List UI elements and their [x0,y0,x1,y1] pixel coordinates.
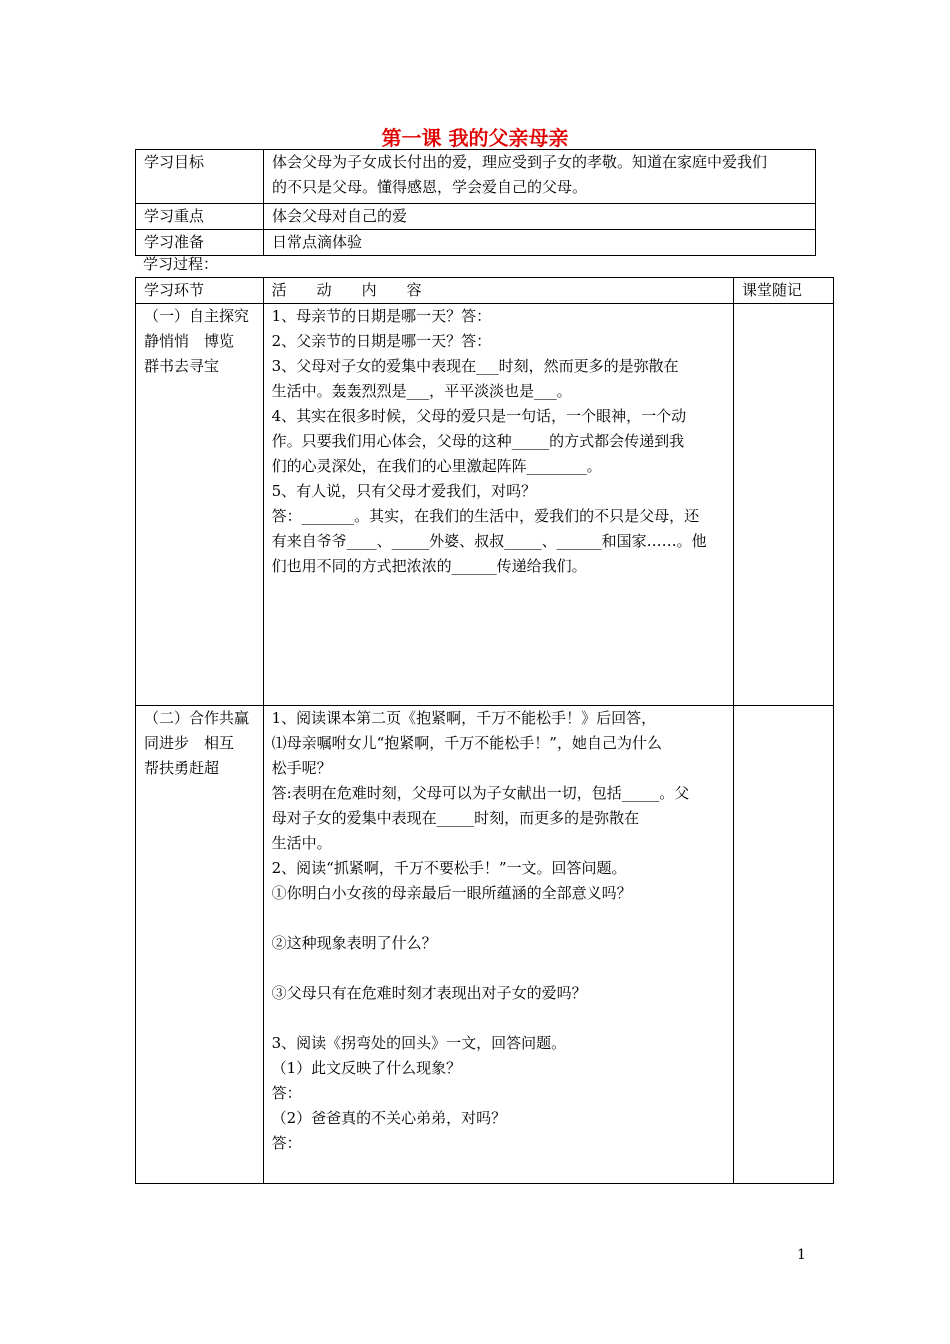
stage-line: （一）自主探究 [144,307,250,325]
content-line: （2）爸爸真的不关心弟弟，对吗？ [271,1109,507,1127]
stage-line: （二）合作共赢 [144,709,250,727]
goal-line: 体会父母为子女成长付出的爱，理应受到子女的孝敬。知道在家庭中爱我们 [272,153,768,171]
label-goal: 学习目标 [136,150,264,204]
content-line: 有来自爷爷____、_____外婆、叔叔_____、______和国家……。他 [271,532,707,550]
content-line: 1、母亲节的日期是哪一天？答： [271,307,492,325]
stage-2 [136,706,264,1184]
page-number: 1 [797,1247,806,1263]
value-focus: 体会父母对自己的爱 [264,204,816,230]
content-line: 答：_______。其实，在我们的生活中，爱我们的不只是父母，还 [271,507,700,525]
goal-line: 的不只是父母。懂得感恩，学会爱自己的父母。 [272,178,588,196]
value-goal [264,150,816,204]
value-prep: 日常点滴体验 [264,230,816,256]
stage-line: 静悄悄 博览 [144,332,235,350]
content-line: ⑴母亲嘱咐女儿“抱紧啊，千万不能松手！”，她自己为什么 [271,734,662,752]
content-line: 3、阅读《拐弯处的回头》一文，回答问题。 [271,1034,567,1052]
stage-line: 群书去寻宝 [144,357,220,375]
notes-2 [733,706,833,1184]
spacer [272,906,733,931]
header-stage: 学习环节 [136,278,264,304]
content-line: 生活中。 [271,834,332,852]
content-line: 生活中。轰轰烈烈是___，平平淡淡也是___。 [271,382,572,400]
content-line: 松手呢？ [271,759,332,777]
content-line: ③父母只有在危难时刻才表现出对子女的爱吗？ [271,984,587,1002]
page-title: 第一课 我的父亲母亲 [381,126,569,150]
content-2 [263,706,733,1184]
stage-1 [136,304,264,706]
content-line: 5、有人说，只有父母才爱我们，对吗？ [271,482,537,500]
content-line: （1）此文反映了什么现象？ [271,1059,462,1077]
header-notes: 课堂随记 [733,278,833,304]
content-line: 们的心灵深处，在我们的心里激起阵阵________。 [271,457,602,475]
content-line: 母对子女的爱集中表现在_____时刻，而更多的是弥散在 [271,809,640,827]
content-line: ②这种现象表明了什么？ [271,934,437,952]
content-line: 答:表明在危难时刻，父母可以为子女献出一切，包括_____。父 [271,784,690,802]
content-line: 2、父亲节的日期是哪一天？答： [271,332,492,350]
spacer [272,1006,733,1031]
content-line: 4、其实在很多时候，父母的爱只是一句话，一个眼神，一个动 [271,407,687,425]
content-1 [263,304,733,706]
label-focus: 学习重点 [136,204,264,230]
info-table [135,149,816,256]
notes-1 [733,304,833,706]
process-label: 学习过程： [143,255,219,273]
header-content: 活 动 内 容 [263,278,733,304]
content-line: 作。只要我们用心体会，父母的这种_____的方式都会传递到我 [271,432,685,450]
process-table [135,277,834,1184]
content-line: ①你明白小女孩的母亲最后一眼所蕴涵的全部意义吗？ [271,884,632,902]
content-line: 答： [271,1084,302,1102]
spacer [272,956,733,981]
content-line: 2、阅读“抓紧啊，千万不要松手！”一文。回答问题。 [271,859,627,877]
content-line: 答： [271,1134,302,1152]
stage-line: 帮扶勇赶超 [144,759,220,777]
content-line: 们也用不同的方式把浓浓的______传递给我们。 [271,557,587,575]
content-line: 1、阅读课本第二页《抱紧啊，千万不能松手！》后回答， [271,709,657,727]
label-prep: 学习准备 [136,230,264,256]
stage-line: 同进步 相互 [144,734,235,752]
content-line: 3、父母对子女的爱集中表现在___时刻，然而更多的是弥散在 [271,357,679,375]
